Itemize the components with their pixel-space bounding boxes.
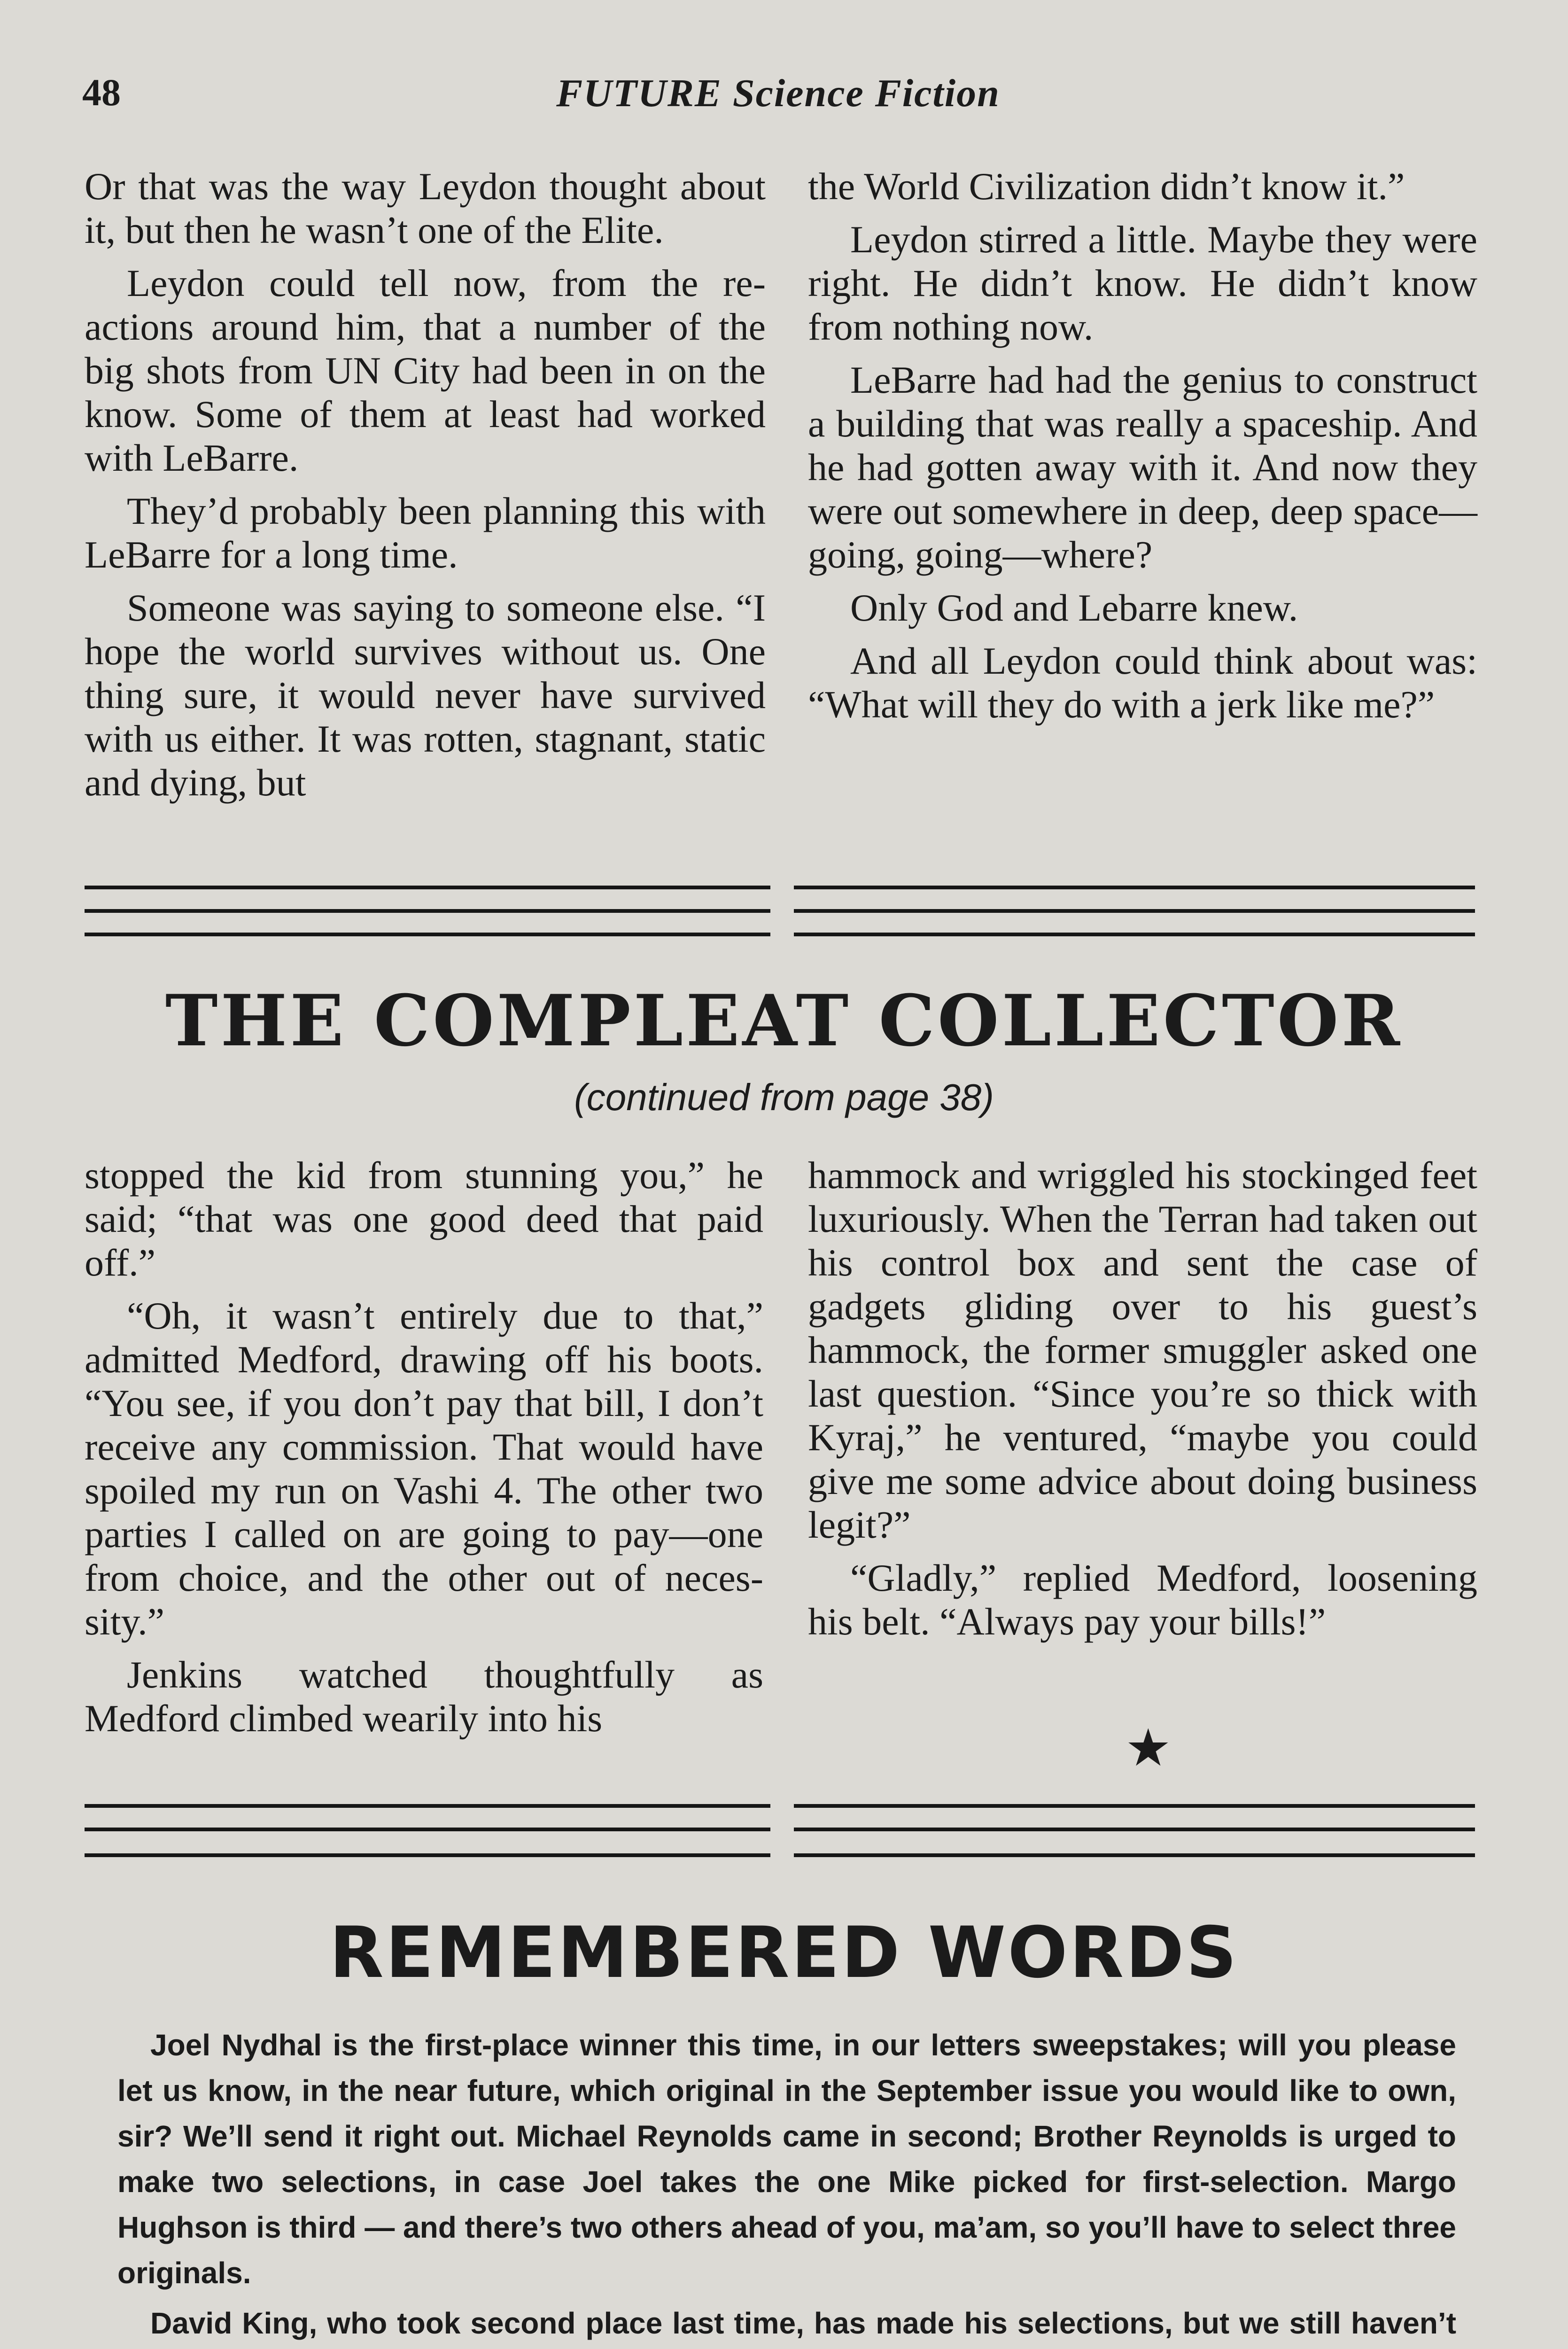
story-paragraph: Someone was saying to someone else. “I hope the world survives without us. One thing sure, it would never have survived with us either. It was rotten, stagnant, static and dying, but xyxy=(85,586,766,804)
section-title: REMEMBERED WORDS xyxy=(329,1912,1239,1994)
collector-right-column xyxy=(808,1153,1477,1653)
divider-rule xyxy=(794,1828,1475,1831)
letters-paragraph: Joel Nydhal is the first-place winner this time, in our letters sweepstakes; will you please let us know, in the near future, which original in the September issue you would like to own, sir? We’ll send it right out. Michael Reynolds came in second; Brother Reynolds is urged to make two selections, in case Joel takes the one Mike picked for first-selection. Margo Hughson is third — and there’s two others ahead of you, ma’am, so you’ll have to select three originals. xyxy=(117,2028,1456,2290)
story-paragraph: And all Leydon could think about was: “What will they do with a jerk like me?” xyxy=(808,639,1477,726)
end-star-icon: ★ xyxy=(1125,1718,1172,1778)
story-paragraph: the World Civilization didn’t know it.” xyxy=(808,165,1405,208)
story-paragraph: LeBarre had had the genius to construct a building that was really a spaceship. And he had gotten away with it. And now they were out somewhere in deep, deep space—going, going—where? xyxy=(808,358,1477,576)
story-paragraph: “Oh, it wasn’t entirely due to that,” admitted Medford, drawing off his boots. “You see, if you don’t pay that bill, I don’t receive any commission. That would have spoiled my run on Vashi 4. The other two parties I called on are going to pay—one from choice, and the other out of necessity.” xyxy=(85,1294,763,1643)
divider-rule xyxy=(85,1804,770,1808)
story-paragraph: Leydon stirred a little. Maybe they were right. He didn’t know. He didn’t know from nothing now. xyxy=(808,218,1477,348)
divider-rule xyxy=(85,933,770,936)
story-paragraph: Only God and Lebarre knew. xyxy=(850,586,1298,629)
divider-rule xyxy=(85,909,770,913)
divider-rule xyxy=(794,933,1475,936)
divider-rule xyxy=(85,886,770,889)
page-header xyxy=(82,70,1474,127)
story-paragraph: hammock and wriggled his stockinged feet luxuriously. When the Terran had taken out his control box and sent the case of gadgets gliding over to his guest’s hammock, the former smuggler asked one last question. “Since you’re so thick with Kyraj,” he ventured, “maybe you could give me some advice about doing business legit?” xyxy=(808,1154,1477,1546)
divider-rule xyxy=(794,1804,1475,1808)
story-right-column xyxy=(808,164,1477,736)
page-number: 48 xyxy=(82,71,121,114)
story-paragraph: They’d probably been planning this with LeBarre for a long time. xyxy=(85,490,766,576)
story-left-column xyxy=(85,164,766,814)
magazine-title: FUTURE Science Fiction xyxy=(556,71,1000,115)
story-paragraph: stopped the kid from stunning you,” he said; “that was one good deed that paid off.” xyxy=(85,1154,763,1284)
section-subtitle: (continued from page 38) xyxy=(574,1076,994,1118)
remembered-words-body xyxy=(117,2022,1456,2349)
story-paragraph: Leydon could tell now, from the reactions around him, that a number of the big shots from UN City had been in on the know. Some of them at least had worked with LeBarre. xyxy=(85,262,766,479)
story-paragraph: Or that was the way Leydon thought about it, but then he wasn’t one of the Elite. xyxy=(85,165,766,251)
divider-rule xyxy=(85,1853,770,1857)
divider-rule xyxy=(85,1828,770,1831)
letters-paragraph: David King, who took second place last time, has made his selections, but we still haven’t xyxy=(150,2306,1456,2340)
story-paragraph: Jenkins watched thoughtfully as Medford climbed wearily into his xyxy=(85,1653,763,1740)
collector-left-column xyxy=(85,1153,763,1750)
divider-rule xyxy=(794,909,1475,913)
divider-rule xyxy=(794,886,1475,889)
story-paragraph: “Gladly,” replied Medford, loosening his belt. “Always pay your bills!” xyxy=(808,1556,1477,1643)
section-title: THE COMPLEAT COLLECTOR xyxy=(165,980,1403,1062)
divider-rule xyxy=(794,1853,1475,1857)
